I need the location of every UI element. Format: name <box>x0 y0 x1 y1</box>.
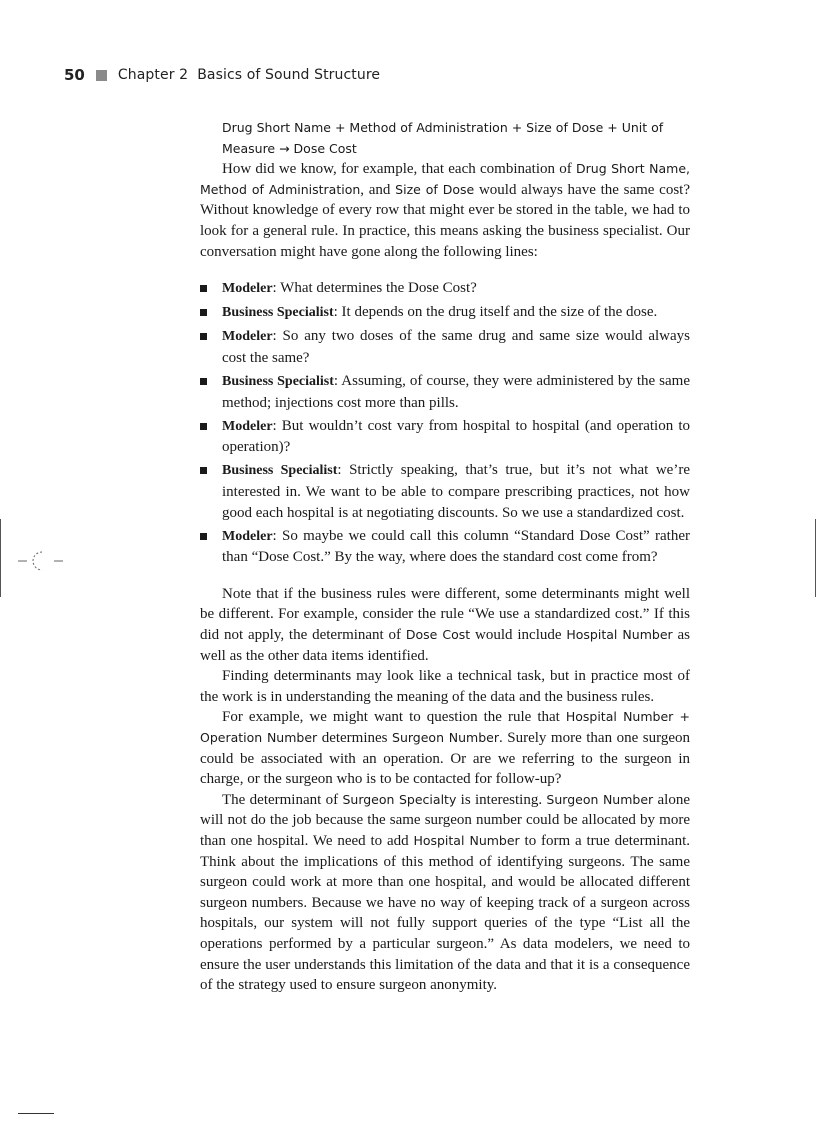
term-size-of-dose: Size of Dose <box>395 181 475 197</box>
speaker-label: Business Specialist <box>222 463 338 479</box>
speaker-label: Modeler <box>222 528 273 544</box>
conversation-item <box>200 302 690 324</box>
paragraph-finding-determinants <box>200 666 690 707</box>
term-surgeon-specialty: Surgeon Specialty <box>342 791 457 807</box>
page-number: 50 <box>64 66 85 84</box>
paragraph-how-did-we-know <box>200 159 690 262</box>
running-head <box>64 64 380 86</box>
speech-text: : What determines the Dose Cost? <box>272 280 477 297</box>
speech-text: : Assuming, of course, they were administered by the same method; injections cost more than pills. <box>222 373 691 411</box>
para5-text-2: is interesting. <box>456 791 547 808</box>
speech-text: : But wouldn’t cost vary from hospital to hospital (and operation to operation)? <box>222 417 690 456</box>
conversation-item <box>200 526 690 568</box>
speaker-label: Modeler <box>222 281 273 297</box>
paragraph-business-rules-different <box>200 584 690 666</box>
speech-text: : So maybe we could call this column “Standard Dose Cost” rather than “Dose Cost.” By the way, where does the standard cost come from? <box>222 527 690 566</box>
conversation-item <box>200 460 690 523</box>
registration-mark-icon <box>18 548 64 574</box>
conversation-item <box>200 326 690 368</box>
para4-text-3: . Surely more than one surgeon could be associated with an operation. Or are we referring to the surgeon in charge, or the surgeon who is to be contacted for follow-up? <box>200 730 690 788</box>
crop-mark-bottom <box>18 1113 54 1114</box>
header-separator-square <box>96 70 107 81</box>
crop-mark-left <box>0 519 1 597</box>
para2-text-1: Note that if the business rules were different, some determinants might well be different. For example, consider the rule “We use a standardized cost.” If this did not apply, the determinant of <box>200 585 690 644</box>
term-dose-cost: Dose Cost <box>405 627 471 643</box>
speaker-label: Business Specialist <box>222 374 334 390</box>
para5-text-3: alone will not do the job because the same surgeon number could be allocated by more than one hospital. We need to add <box>200 791 690 849</box>
term-hospital-operation-number: Hospital Number + Operation Number <box>200 709 690 746</box>
bullet-square <box>200 309 207 316</box>
paragraph-question-rule <box>200 707 690 789</box>
determinant-formula: Drug Short Name + Method of Administration + Size of Dose + Unit of Measure → Dose Cost <box>222 120 664 156</box>
page-body <box>200 118 690 996</box>
paragraph-surgeon-specialty <box>200 790 690 996</box>
para5-text-1: The determinant of <box>222 791 343 808</box>
conversation-list <box>200 278 690 568</box>
para2-text-2: would include <box>470 627 567 644</box>
para1-text-3: would always have the same cost? Without knowledge of every row that might ever be stored in the table, we had to look for a general rule. In practice, this means asking the business specialist. Our conversation might have gone along the following lines: <box>200 181 690 260</box>
speech-text: : So any two doses of the same drug and same size would always cost the same? <box>222 328 690 366</box>
term-hospital-number: Hospital Number <box>566 627 673 643</box>
conversation-item <box>200 416 690 458</box>
para1-text-1: How did we know, for example, that each combination of <box>222 161 577 178</box>
bullet-square <box>200 285 207 292</box>
speaker-label: Modeler <box>222 418 273 434</box>
bullet-square <box>200 423 207 430</box>
term-surgeon-number: Surgeon Number <box>392 730 499 746</box>
conversation-item <box>200 278 690 300</box>
bullet-square <box>200 333 207 340</box>
para3-text-1: Finding determinants may look like a technical task, but in practice most of the work is in understanding the meaning of the data and the business rules. <box>200 668 690 705</box>
term-hospital-number: Hospital Number <box>413 833 520 848</box>
bullet-square <box>200 533 207 540</box>
para5-text-4: to form a true determinant. Think about the implications of this method of identifying surgeons. The same surgeon could work at more than one hospital, and would be allocated different surgeon numbers. Because we have no way of keeping track of a surgeon across hospitals, our system will not fully support queries of the type “List all the operations performed by a particular surgeon.” As data modelers, we need to ensure the user understands this limitation of the data and that it is a consequence of the strategy used to ensure surgeon anonymity. <box>200 833 690 994</box>
para4-text-2: determines <box>317 730 393 747</box>
speaker-label: Modeler <box>222 329 273 345</box>
speech-text: : Strictly speaking, that’s true, but it’s not what we’re interested in. We want to be able to compare prescribing practices, not how good each hospital is at negotiating discounts. So we use a standardized cost. <box>222 462 690 521</box>
bullet-square <box>200 378 207 385</box>
chapter-title: Chapter 2 Basics of Sound Structure <box>117 67 381 83</box>
term-drug-short-name: Drug Short Name, Method of Administration <box>200 161 690 197</box>
bullet-square <box>200 467 207 474</box>
para1-text-2: , and <box>360 181 396 198</box>
para4-text-1: For example, we might want to question the rule that <box>222 709 566 726</box>
speaker-label: Business Specialist <box>222 305 334 321</box>
para2-text-3: as well as the other data items identified. <box>200 627 690 664</box>
term-surgeon-number: Surgeon Number <box>546 791 654 807</box>
speech-text: : It depends on the drug itself and the size of the dose. <box>333 304 658 321</box>
conversation-item <box>200 371 690 413</box>
